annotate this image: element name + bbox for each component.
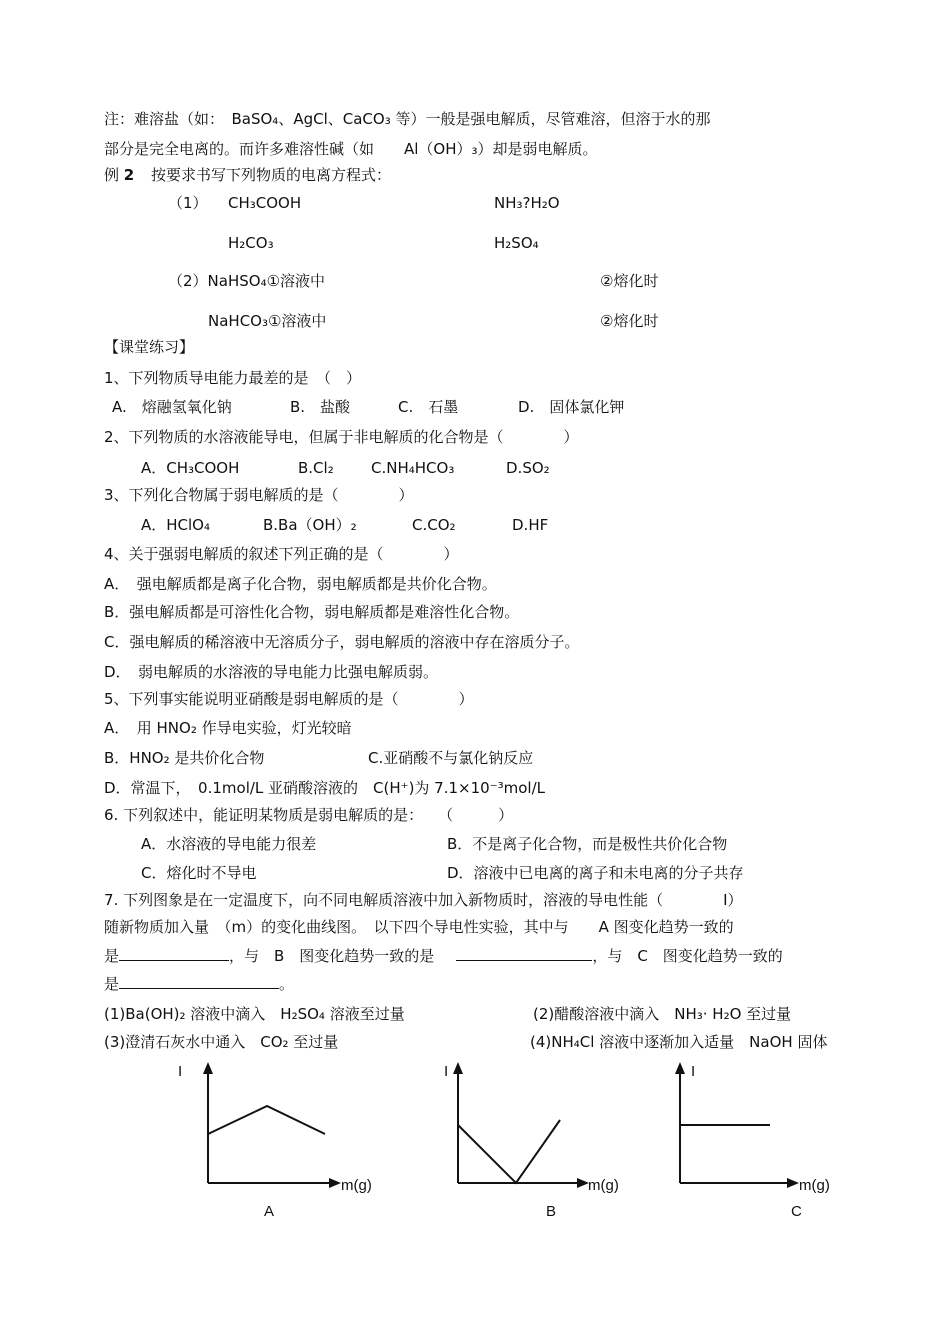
q5-option-d: D．常温下， 0.1mol/L 亚硝酸溶液的 C(H⁺)为 7.1×10⁻³mol/L (104, 779, 545, 797)
q7-line-1: 7. 下列图象是在一定温度下，向不同电解质溶液中加入新物质时，溶液的导电性能（ I） (104, 891, 743, 909)
q7-line-3-prefix: 是 (104, 947, 120, 965)
q3-option-d: D.HF (512, 516, 549, 534)
q2-option-b: B.Cl₂ (298, 459, 334, 477)
example-part-2-label: （2）NaHSO₄①溶液中 (168, 272, 326, 290)
example-part-3-label: NaHCO₃①溶液中 (208, 312, 327, 330)
q6-option-c: C．熔化时不导电 (141, 864, 257, 882)
example-prefix: 例 (104, 166, 120, 184)
q7-line-4-end: 。 (279, 975, 295, 993)
q4-stem: 4、关于强弱电解质的叙述下列正确的是（ ） (104, 545, 459, 563)
graph-b-x-label: m(g) (588, 1177, 619, 1194)
q4-option-b: B．强电解质都是可溶性化合物，弱电解质都是难溶性化合物。 (104, 603, 520, 621)
q3-option-c: C.CO₂ (412, 516, 456, 534)
graph-b-curve (458, 1120, 560, 1183)
q7-line-2: 随新物质加入量 （m）的变化曲线图。 以下四个导电性实验，其中与 A 图变化趋势一致的 (104, 918, 734, 936)
graph-a (170, 1058, 390, 1228)
q7-line-3-mid-2: ，与 C 图变化趋势一致的 (592, 947, 783, 965)
q5-option-b: B．HNO₂ 是共价化合物 (104, 749, 265, 767)
graph-b (420, 1058, 640, 1228)
q3-option-a: A．HClO₄ (141, 516, 211, 534)
example-number: 2 (123, 166, 135, 184)
q6-option-b: B．不是离子化合物，而是极性共价化合物 (447, 835, 728, 853)
graph-c-y-arrow (675, 1062, 685, 1074)
example-part-2-right: ②熔化时 (600, 272, 659, 290)
q6-option-d: D．溶液中已电离的离子和未电离的分子共存 (447, 864, 744, 882)
graph-b-y-arrow (453, 1062, 463, 1074)
q7-option-1: (1)Ba(OH)₂ 溶液中滴入 H₂SO₄ 溶液至过量 (104, 1005, 405, 1023)
example-part-3-right: ②熔化时 (600, 312, 659, 330)
graph-b-caption: B (546, 1203, 557, 1220)
formula-ch3cooh: CH₃COOH (228, 194, 302, 212)
graph-a-x-label: m(g) (341, 1177, 372, 1194)
section-heading: 【课堂练习】 (104, 338, 195, 356)
answer-blank-c[interactable] (119, 974, 279, 989)
graph-a-caption: A (264, 1203, 275, 1220)
answer-blank-b[interactable] (456, 946, 592, 961)
q1-stem: 1、下列物质导电能力最差的是 （ ） (104, 369, 362, 387)
graph-c-caption: C (791, 1203, 802, 1220)
graph-c-x-arrow (787, 1178, 799, 1188)
example-part-1-label: （1） (168, 194, 208, 212)
q5-option-a: A． 用 HNO₂ 作导电实验，灯光较暗 (104, 719, 352, 737)
q7-option-3: (3)澄清石灰水中通入 CO₂ 至过量 (104, 1033, 339, 1051)
q4-option-c: C．强电解质的稀溶液中无溶质分子，弱电解质的溶液中存在溶质分子。 (104, 633, 580, 651)
formula-nh3h2o: NH₃?H₂O (494, 194, 560, 212)
q1-option-d: D. 固体氯化钾 (518, 398, 625, 416)
q1-option-a: A. 熔融氢氧化钠 (112, 398, 232, 416)
q3-stem: 3、下列化合物属于弱电解质的是（ ） (104, 486, 414, 504)
q1-option-b: B. 盐酸 (290, 398, 351, 416)
graph-a-x-arrow (329, 1178, 341, 1188)
q7-line-4 (104, 974, 294, 994)
q7-line-4-prefix: 是 (104, 975, 120, 993)
q1-option-c: C. 石墨 (398, 398, 459, 416)
q7-line-3 (104, 946, 783, 966)
q7-option-2: (2)醋酸溶液中滴入 NH₃· H₂O 至过量 (533, 1005, 792, 1023)
q4-option-a: A． 强电解质都是离子化合物，弱电解质都是共价化合物。 (104, 575, 497, 593)
graph-a-y-arrow (203, 1062, 213, 1074)
q7-option-4: (4)NH₄Cl 溶液中逐渐加入适量 NaOH 固体 (530, 1033, 828, 1051)
q4-option-d: D． 弱电解质的水溶液的导电能力比强电解质弱。 (104, 663, 439, 681)
q2-stem: 2、下列物质的水溶液能导电，但属于非电解质的化合物是（ ） (104, 428, 579, 446)
formula-h2so4: H₂SO₄ (494, 234, 539, 252)
q5-stem: 5、下列事实能说明亚硝酸是弱电解质的是（ ） (104, 690, 474, 708)
q5-option-c: C.亚硝酸不与氯化钠反应 (368, 749, 534, 767)
q2-option-a: A．CH₃COOH (141, 459, 240, 477)
q2-option-c: C.NH₄HCO₃ (371, 459, 455, 477)
q7-line-3-mid-1: ，与 B 图变化趋势一致的是 (229, 947, 435, 965)
example-2-heading (104, 165, 391, 185)
graph-c-y-label: I (691, 1063, 696, 1080)
example-text: 按要求书写下列物质的电离方程式： (151, 166, 392, 184)
q6-stem: 6. 下列叙述中，能证明某物质是弱电解质的是： （ ） (104, 806, 514, 824)
formula-h2co3: H₂CO₃ (228, 234, 274, 252)
q3-option-b: B.Ba（OH）₂ (263, 516, 357, 534)
graph-b-y-label: I (444, 1063, 449, 1080)
note-line-2: 部分是完全电离的。而许多难溶性碱（如 Al（OH）₃）却是弱电解质。 (104, 140, 598, 158)
graph-c (640, 1058, 860, 1228)
q6-option-a: A．水溶液的导电能力很差 (141, 835, 317, 853)
note-line-1: 注：难溶盐（如： BaSO₄、AgCl、CaCO₃ 等）一般是强电解质，尽管难溶，但溶于水的那 (104, 110, 711, 128)
graph-a-y-label: I (178, 1063, 183, 1080)
graph-c-x-label: m(g) (799, 1177, 830, 1194)
q2-option-d: D.SO₂ (506, 459, 550, 477)
answer-blank-a[interactable] (119, 946, 229, 961)
graph-a-curve (208, 1106, 325, 1134)
